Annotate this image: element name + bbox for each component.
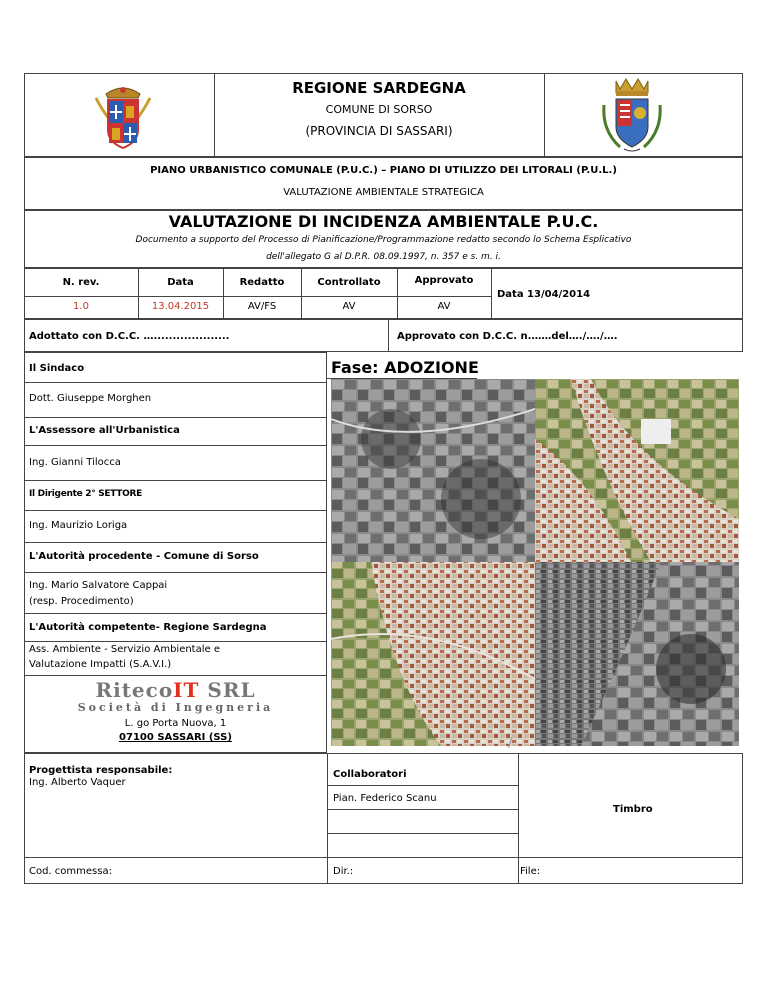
plan-line1: PIANO URBANISTICO COMUNALE (P.U.C.) – PIANO DI UTILIZZO DEI LITORALI (P.U.L.) <box>150 165 617 176</box>
region-title: REGIONE SARDEGNA <box>292 79 466 97</box>
company-name-part3: SRL <box>199 678 256 702</box>
adottato-text: Adottato con D.C.C. ….................... <box>29 331 230 342</box>
dir-label: Dir.: <box>333 866 354 877</box>
dirigente-label: Il Dirigente 2° SETTORE <box>29 489 142 499</box>
slash-mark: / <box>508 736 513 751</box>
progettista-name: Ing. Alberto Vaquer <box>29 777 126 788</box>
approvato-text: Approvato con D.C.C. n.……del…./…./…. <box>397 331 618 342</box>
sindaco-name: Dott. Giuseppe Morghen <box>29 393 152 404</box>
company-address-1: L. go Porta Nuova, 1 <box>124 718 227 729</box>
col-header-controllato: Controllato <box>317 277 381 288</box>
document-subtitle-1: Documento a supporto del Processo di Pianificazione/Programmazione redatto secondo lo Schema Esplicativo <box>135 235 632 245</box>
document-title: VALUTAZIONE DI INCIDENZA AMBIENTALE P.U.C. <box>168 212 599 231</box>
col-header-redatto: Redatto <box>239 277 285 288</box>
competente-text-2: Valutazione Impatti (S.A.V.I.) <box>29 659 172 670</box>
phase-title: Fase: ADOZIONE <box>331 358 479 377</box>
procedente-name-1: Ing. Mario Salvatore Cappai <box>29 580 168 591</box>
procedente-name-2: (resp. Procedimento) <box>29 596 134 607</box>
progettista-label: Progettista responsabile: <box>29 765 173 776</box>
col-header-approvato: Approvato <box>414 275 474 286</box>
cell-rev: 1.0 <box>73 301 89 312</box>
timbro-label: Timbro <box>613 804 653 815</box>
revision-date: Data 13/04/2014 <box>497 289 591 300</box>
comune-label: COMUNE DI SORSO <box>325 103 433 116</box>
company-name-part2: IT <box>173 678 200 702</box>
dirigente-name: Ing. Maurizio Loriga <box>29 520 128 531</box>
commessa-label: Cod. commessa: <box>29 866 112 877</box>
procedente-label: L'Autorità procedente - Comune di Sorso <box>29 551 259 562</box>
aerial-photo-mosaic <box>331 379 739 746</box>
file-label: File: <box>520 866 541 877</box>
collaboratori-label: Collaboratori <box>333 769 407 780</box>
sardegna-crest-icon <box>92 80 154 152</box>
company-address-2: 07100 SASSARI (SS) <box>119 732 232 743</box>
competente-text-1: Ass. Ambiente - Servizio Ambientale e <box>29 644 220 655</box>
sorso-crest-icon <box>598 75 666 155</box>
cell-redatto: AV/FS <box>247 301 277 312</box>
company-name-part1: Riteco <box>95 678 174 702</box>
cell-approvato: AV <box>437 301 451 312</box>
collaboratore-name: Pian. Federico Scanu <box>333 793 437 804</box>
sindaco-label: Il Sindaco <box>29 363 85 374</box>
competente-label: L'Autorità competente- Regione Sardegna <box>29 622 267 633</box>
company-tagline: Società di Ingegneria <box>77 701 274 714</box>
provincia-label: (PROVINCIA DI SASSARI) <box>305 124 453 138</box>
company-logo <box>24 678 327 702</box>
col-header-data: Data <box>167 277 194 288</box>
assessore-label: L'Assessore all'Urbanistica <box>29 425 180 436</box>
col-header-rev: N. rev. <box>62 277 100 288</box>
cell-data: 13.04.2015 <box>151 301 210 312</box>
assessore-name: Ing. Gianni Tilocca <box>29 457 121 468</box>
plan-line2: VALUTAZIONE AMBIENTALE STRATEGICA <box>283 187 484 198</box>
document-subtitle-2: dell'allegato G al D.P.R. 08.09.1997, n. 357 e s. m. i. <box>266 252 501 262</box>
cell-controllato: AV <box>342 301 356 312</box>
